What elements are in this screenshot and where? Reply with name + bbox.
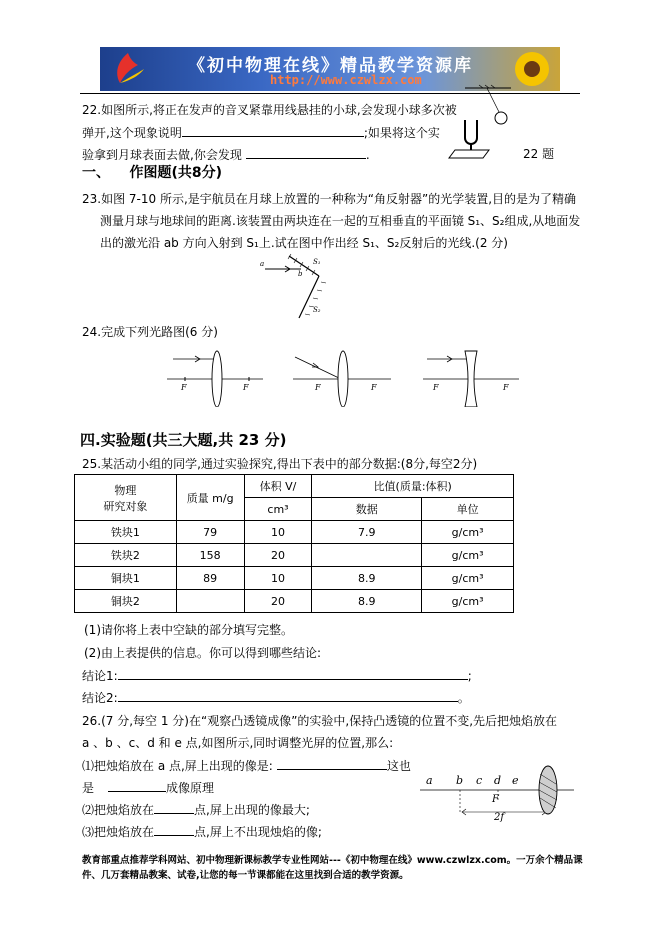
q23-line1: 23.如图 7-10 所示,是宇航员在月球上放置的一种称为“角反射器”的光学装置,目的是为了精确 [82, 192, 577, 206]
item1-text-d: 成像原理 [166, 781, 215, 795]
convex-lens-diagram-2 [293, 351, 391, 407]
cell-name: 铜块2 [75, 590, 177, 613]
point-label-d: d [494, 774, 502, 787]
table-row [75, 521, 514, 544]
mirror-label-s2: S₂ [313, 306, 321, 314]
banner-url: http://www.czwlzx.com [270, 73, 422, 87]
convex-lens-diagram-1 [167, 351, 263, 407]
mirror-label-s1: S₁ [313, 258, 321, 266]
cell-ratio: 8.9 [312, 567, 422, 590]
q22-blank1[interactable] [182, 124, 364, 137]
cell-volume: 20 [244, 544, 312, 567]
footer-line2: 件、几万套精品教案、试卷,让您的每一节课都能在这里找到合适的教学资源。 [82, 870, 409, 881]
q22-blank2[interactable] [246, 146, 366, 159]
item1-text-c: 是 [82, 781, 95, 795]
point-label-c: c [476, 774, 483, 787]
conclusion1-blank[interactable] [118, 667, 468, 680]
q25-conclusion2 [82, 689, 470, 706]
point-label-b: b [456, 774, 464, 787]
q26-item3 [82, 823, 322, 840]
ray-label-b: b [298, 270, 303, 278]
cell-volume: 10 [244, 567, 312, 590]
cell-volume: 20 [244, 590, 312, 613]
q22-line3-text: 验拿到月球表面去做,你会发现 [82, 148, 242, 162]
q25-sub2: (2)由上表提供的信息。你可以得到哪些结论: [84, 646, 322, 660]
item1-text: ⑴把烛焰放在 a 点,屏上出现的像是: [82, 759, 273, 773]
item3-text-end: 点,屏上不出现烛焰的像; [194, 825, 322, 839]
header-mass: 质量 m/g [176, 475, 244, 521]
cell-mass: 89 [176, 567, 244, 590]
q26-line1: 26.(7 分,每空 1 分)在“观察凸透镜成像”的实验中,保持凸透镜的位置不变,先后把烛焰放在 [82, 714, 558, 728]
cell-volume: 10 [244, 521, 312, 544]
cell-ratio: 8.9 [312, 590, 422, 613]
section3-number: 一、 [82, 165, 110, 181]
point-label-a: a [426, 774, 433, 787]
q25-intro: 25.某活动小组的同学,通过实验探究,得出下表中的部分数据:(8分,每空2分) [82, 457, 478, 471]
focus-label: F [181, 383, 187, 392]
cell-mass-blank[interactable] [176, 590, 244, 613]
item1-blank1[interactable] [277, 757, 387, 770]
table-row [75, 544, 514, 567]
footer-line1: 教育部重点推荐学科网站、初中物理新课标教学专业性网站---《初中物理在线》www.czwlzx.com。一万余个精品课 [82, 855, 583, 866]
conclusion1-label: 结论1: [82, 669, 118, 683]
table-row [75, 567, 514, 590]
optics-diagrams [165, 345, 520, 407]
q22-line2 [82, 124, 440, 141]
sunflower-icon [508, 49, 556, 89]
item2-blank[interactable] [154, 801, 194, 814]
table-row [75, 590, 514, 613]
cell-unit: g/cm³ [422, 567, 514, 590]
q25-conclusion1 [82, 667, 472, 684]
q24-text: 24.完成下列光路图(6 分) [82, 325, 218, 339]
item3-blank[interactable] [154, 823, 194, 836]
item1-text-end: 这也 [386, 759, 411, 773]
cell-mass: 79 [176, 521, 244, 544]
item3-text: ⑶把烛焰放在 [82, 825, 155, 839]
q22-line3-end: . [365, 148, 370, 162]
conclusion2-blank[interactable] [118, 689, 458, 702]
q22-fig-label: 22 题 [523, 147, 555, 161]
q25-sub1: (1)请你将上表中空缺的部分填写完整。 [84, 623, 293, 637]
q26-line2: a 、b 、c、d 和 e 点,如图所示,同时调整光屏的位置,那么: [82, 736, 394, 750]
header-ratio-data: 数据 [312, 498, 422, 521]
focus-label: F [315, 383, 321, 392]
banner-title: 《初中物理在线》精品教学资源库 [188, 56, 473, 76]
conclusion2-label: 结论2: [82, 691, 118, 705]
header-volume-unit: cm³ [244, 498, 312, 521]
conclusion1-end: ; [467, 669, 472, 683]
q22-line2-text: 弹开,这个现象说明 [82, 126, 182, 140]
header-ratio-unit: 单位 [422, 498, 514, 521]
section3-title: 作图题(共8分) [129, 165, 223, 181]
q23-line2: 测量月球与地球间的距离.该装置由两块连在一起的互相垂直的平面镜 S₁、S₂组成,从地面发 [100, 214, 581, 228]
conclusion2-end: 。 [457, 691, 470, 705]
focus-label: F [503, 383, 509, 392]
cell-unit: g/cm³ [422, 590, 514, 613]
site-logo-icon [108, 51, 148, 87]
header-object: 物理 研究对象 [75, 475, 177, 521]
cell-name: 铁块1 [75, 521, 177, 544]
focus-label: F [433, 383, 439, 392]
q25-data-table [74, 474, 514, 613]
focus-label: F [371, 383, 377, 392]
corner-reflector-figure [255, 252, 335, 324]
q26-item2 [82, 801, 310, 818]
convex-lens-positions-figure [416, 764, 576, 826]
section4-heading: 四.实验题(共三大题,共 23 分) [80, 431, 287, 449]
cell-ratio-blank[interactable] [312, 544, 422, 567]
table-header-row [75, 475, 514, 498]
ray-label-a: a [260, 260, 265, 268]
cell-name: 铜块1 [75, 567, 177, 590]
q22-line1: 22.如图所示,将正在发声的音叉紧靠用线悬挂的小球,会发现小球多次被 [82, 103, 457, 117]
header-ratio: 比值(质量:体积) [312, 475, 514, 498]
q26-item1-cont [82, 779, 214, 796]
q26-item1 [82, 757, 411, 774]
header-volume: 体积 V/ [244, 475, 312, 498]
distance-label-2f: 2f [494, 812, 505, 823]
page-footer [82, 853, 592, 883]
q23-line3: 出的激光沿 ab 方向入射到 S₁上.试在图中作出经 S₁、S₂反射后的光线.(2 分) [100, 236, 508, 250]
point-label-e: e [512, 774, 519, 787]
cell-name: 铁块2 [75, 544, 177, 567]
q22-line3 [82, 146, 370, 163]
item2-text-end: 点,屏上出现的像最大; [194, 803, 310, 817]
focus-label: F [243, 383, 249, 392]
cell-unit: g/cm³ [422, 521, 514, 544]
q22-line2-text-end: ;如果将这个实 [363, 126, 440, 140]
section3-heading [82, 165, 222, 181]
cell-mass: 158 [176, 544, 244, 567]
cell-ratio: 7.9 [312, 521, 422, 544]
focus-label-F: F [492, 794, 499, 805]
item2-text: ⑵把烛焰放在 [82, 803, 155, 817]
cell-unit: g/cm³ [422, 544, 514, 567]
concave-lens-diagram [423, 351, 519, 407]
item1-blank2[interactable] [108, 779, 166, 792]
tuning-fork-figure [445, 84, 515, 164]
